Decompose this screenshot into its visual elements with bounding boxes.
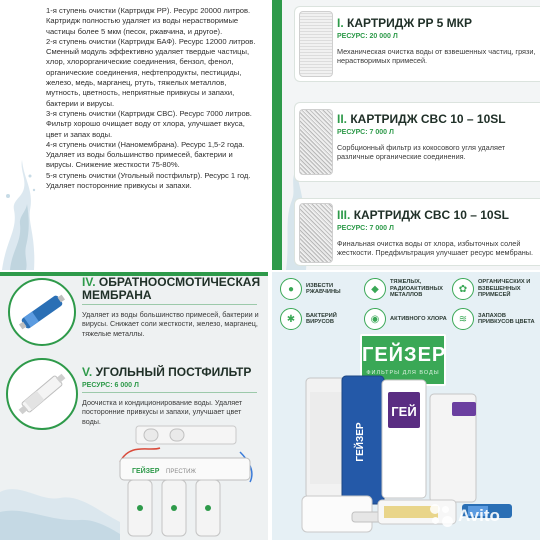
feature-label: АКТИВНОГО ХЛОРА (390, 315, 447, 322)
cartridge-title: II. КАРТРИДЖ CBC 10 – 10SL (337, 112, 506, 126)
chlorine-icon: ◉ (364, 308, 386, 330)
postfilter-title: V. УГОЛЬНЫЙ ПОСТФИЛЬТР (82, 365, 252, 379)
svg-text:ПРЕСТИЖ: ПРЕСТИЖ (166, 469, 196, 475)
postfilter-resource: РЕСУРС: 6 000 Л (82, 382, 139, 389)
membrane-title: IV. ОБРАТНООСМОТИЧЕСКАЯ МЕМБРАНА (82, 275, 261, 302)
avito-wordmark: Avito (458, 506, 500, 525)
cartridge-cbc-image (299, 203, 333, 263)
membrane-postfilter-panel (0, 272, 268, 540)
feature-item (452, 308, 538, 330)
cartridge-pp-image (299, 11, 333, 77)
avito-logo-icon (430, 504, 454, 528)
postfilter-image (6, 358, 78, 430)
cartridge-title: III. КАРТРИДЖ CBC 10 – 10SL (337, 208, 509, 222)
feature-label: ТЯЖЕЛЫХ, РАДИОАКТИВНЫХ МЕТАЛЛОВ (390, 279, 443, 299)
svg-text:ГЕЙЗЕР: ГЕЙЗЕР (355, 422, 366, 462)
cartridge-description: Финальная очистка воды от хлора, избыточных солей жесткости. Предфильтрация улучшает ресурс мембраны. (337, 239, 534, 258)
membrane-description: Удаляет из воды большинство примесей, бактерии и вирусы. Снижает соли жесткости, железо, марганец, тяжелые металлы. (82, 310, 259, 338)
cartridge-cbc-image (299, 109, 333, 175)
water-splash-image (0, 150, 40, 270)
organic-icon: ✿ (452, 278, 474, 300)
feature-item (364, 278, 450, 300)
feature-item (452, 278, 538, 300)
heavy-metals-icon: ◆ (364, 278, 386, 300)
divider (82, 392, 257, 393)
svg-text:ГЕЙЗЕР: ГЕЙЗЕР (132, 468, 160, 475)
feature-item (280, 308, 360, 330)
water-splash-image (0, 432, 120, 540)
filter-system-image (110, 422, 260, 540)
divider (82, 304, 257, 305)
feature-item (364, 308, 450, 330)
cartridge-resource: РЕСУРС: 7 000 Л (337, 225, 394, 232)
feature-label: ИЗВЕСТИ РЖАВЧИНЫ (306, 282, 341, 295)
membrane-image (8, 278, 76, 346)
cartridge-resource: РЕСУРС: 20 000 Л (337, 33, 398, 40)
feature-label: ОРГАНИЧЕСКИХ И ВЗВЕШЕННЫХ ПРИМЕСЕЙ (478, 279, 531, 299)
feature-label: БАКТЕРИЙ ВИРУСОВ (306, 312, 337, 325)
cartridge-description: Механическая очистка воды от взвешенных частиц, грязи, нерастворимых примесей. (337, 47, 536, 66)
cartridges-panel (272, 0, 540, 270)
rust-icon: ● (280, 278, 302, 300)
cartridge-title: I. КАРТРИДЖ PP 5 МКР (337, 16, 472, 30)
brand-subtitle: ФИЛЬТРЫ ДЛЯ ВОДЫ (366, 370, 440, 376)
stage-description-text: 1-я ступень очистки (Картридж PP). Ресурс 20000 литров. Картридж полностью удаляет из воды нерастворимые частицы более 5 мкм (песок, ржавчина, и другое). 2-я ступень очистки (Картридж БАФ). Ресурс 12000 литров. Сменный модуль эффективно удаляет твердые частицы, хлор, хлорорганические соединения, бензол, фенол, органические соединения, нефтепродукты, пестициды, железо, медь, марганец, ртуть, тяжелых металлов, мутность, цветность, неприятные привкусы и запахи, бактерии и вирусы. 3-я ступень очистки (Картридж CBC). Ресурс 7000 литров. Фильтр хорошо очищает воду от хлора, улучшает вкуса, цвет и запах воды. 4-я ступень очистки (Наномембрана). Ресурс 1,5-2 года. Удаляет из воды большинство примесей, бактерии и вирусы. Снижение жесткости 75-80%. 5-я ступень очистки (Угольный постфильтр). Ресурс 1 год. Удаляет посторонние привкусы и запахи. (46, 6, 256, 191)
taste-smell-icon: ≋ (452, 308, 474, 330)
cartridge-description: Сорбционный фильтр из кокосового угля удаляет различные органические соединения. (337, 143, 506, 162)
cartridge-card (294, 6, 540, 82)
description-panel (0, 0, 268, 270)
brand-logo: ГЕЙЗЕР (362, 344, 447, 366)
svg-text:ГЕЙ: ГЕЙ (391, 404, 417, 419)
bacteria-icon: ✱ (280, 308, 302, 330)
feature-label: ЗАПАХОВ ПРИВКУСОВ ЦВЕТА (478, 312, 535, 325)
cartridge-card (294, 102, 540, 182)
cartridge-card (294, 198, 540, 266)
product-panel (272, 272, 540, 540)
cartridge-resource: РЕСУРС: 7 000 Л (337, 129, 394, 136)
accent-strip (272, 0, 282, 270)
avito-watermark (430, 504, 500, 528)
postfilter-description: Доочистка и кондиционирование воды. Удаляет посторонние привкусы и запахи, улучшает цвет воды. (82, 398, 243, 426)
feature-item (280, 278, 360, 300)
